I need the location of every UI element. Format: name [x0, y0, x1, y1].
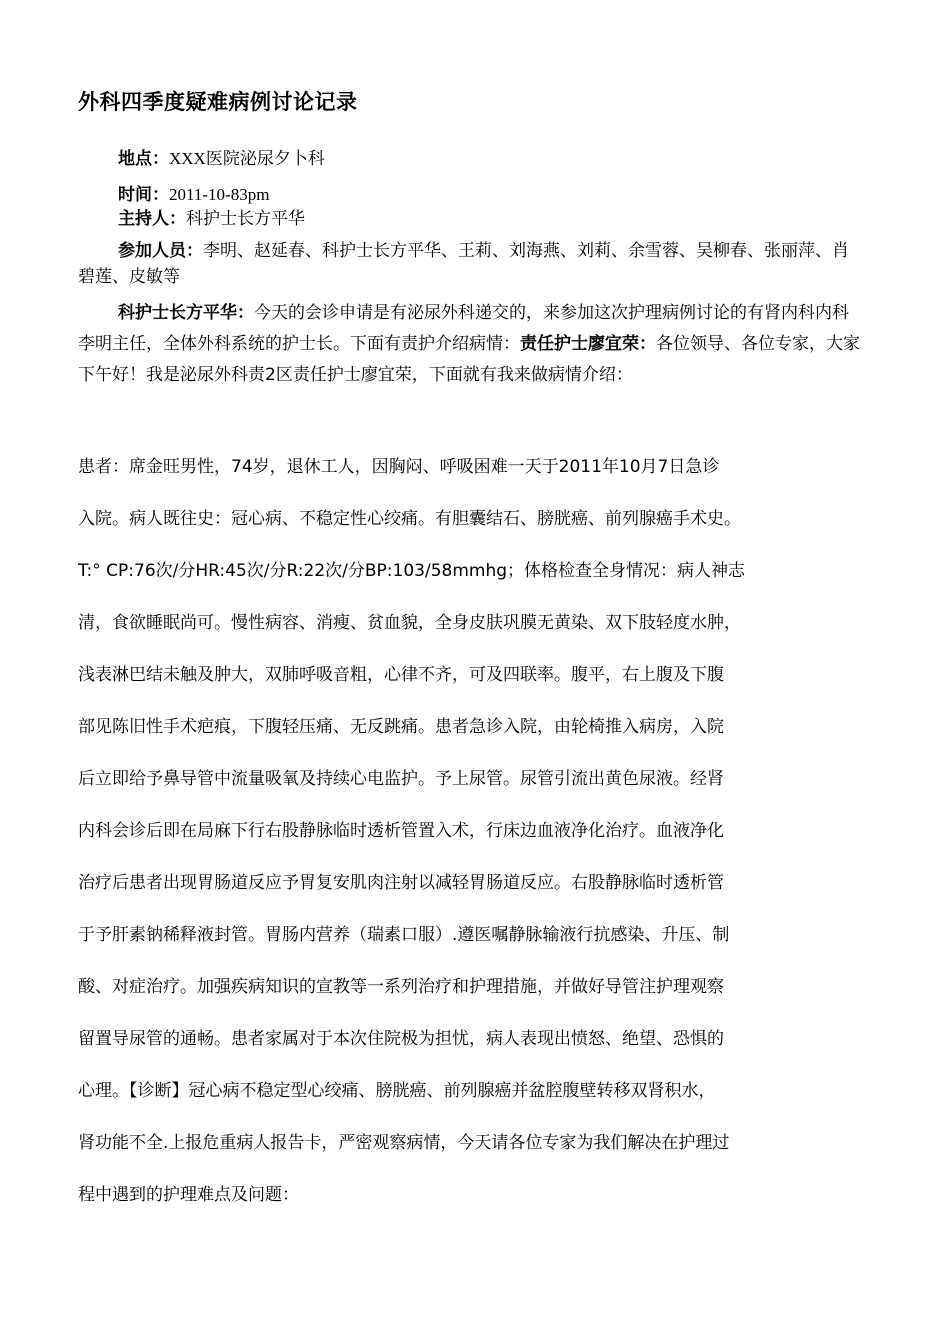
place-row: [78, 146, 862, 172]
speech-text-2: 各位领导、各位专家，大家下午好！我是泌尿外科责2区责任护士廖宜荣，下面就有我来做病情介绍：: [78, 334, 860, 385]
case-line: 于予肝素钠稀释液封管。胃肠内营养（瑞素口服）.遵医嘱静脉输液行抗感染、升压、制: [78, 925, 730, 945]
speech-text-1: 今天的会诊申请是有泌尿外科递交的，来参加这次护理病例讨论的有肾内科内科李明主任，全体外科系统的护士长。下面有责护介绍病情：: [78, 303, 849, 354]
document-title: 外科四季度疑难病例讨论记录: [78, 90, 358, 114]
speaker-head-nurse: 科护士长方平华：: [118, 303, 254, 323]
case-line: 肾功能不全.上报危重病人报告卡，严密观察病情，今天请各位专家为我们解决在护理过: [78, 1133, 730, 1153]
host-value: 科护士长方平华: [186, 209, 305, 229]
case-line: 部见陈旧性手术疤痕，下腹轻压痛、无反跳痛。患者急诊入院，由轮椅推入病房，入院: [78, 717, 724, 737]
attendees-label: 参加人员：: [118, 241, 203, 261]
case-line: 后立即给予鼻导管中流量吸氧及持续心电监护。予上尿管。尿管引流出黄色尿液。经肾: [78, 769, 724, 789]
time-row: [78, 182, 862, 208]
case-line: 心理。【诊断】冠心病不稳定型心绞痛、膀胱癌、前列腺癌并盆腔腹壁转移双肾积水，: [78, 1081, 716, 1101]
case-line: 治疗后患者出现胃肠道反应予胃复安肌肉注射以减轻胃肠道反应。右股静脉临时透析管: [78, 873, 724, 893]
case-line: 患者：席金旺男性，74岁，退休工人，因胸闷、呼吸困难一天于2011年10月7日急诊: [78, 457, 720, 477]
case-line: 酸、对症治疗。加强疾病知识的宣教等一系列治疗和护理措施，并做好导管注护理观察: [78, 977, 724, 997]
case-line: 清，食欲睡眠尚可。慢性病容、消瘦、贫血貌，全身皮肤巩膜无黄染、双下肢轻度水肿，: [78, 613, 741, 633]
case-line: T:° CP:76次/分HR:45次/分R:22次/分BP:103/58mmhg；体格检查全身情况：病人神志: [78, 561, 746, 581]
host-row: [78, 206, 862, 232]
case-line: 内科会诊后即在局麻下行右股静脉临时透析管置入术，行床边血液净化治疗。血液净化: [78, 821, 724, 841]
place-value: XXX医院泌尿夕卜科: [169, 149, 325, 168]
case-line: 浅表淋巴结未触及肿大，双肺呼吸音粗，心律不齐，可及四联率。腹平，右上腹及下腹: [78, 665, 724, 685]
time-label: 时间：: [118, 185, 169, 205]
place-label: 地点：: [118, 149, 169, 169]
attendees-value: 李明、赵延春、科护士长方平华、王莉、刘海燕、刘莉、余雪蓉、吴柳春、张丽萍、肖碧莲、皮敏等: [78, 241, 849, 287]
attendees-row: [78, 238, 862, 290]
host-label: 主持人：: [118, 209, 186, 229]
speaker-duty-nurse: 责任护士廖宜荣：: [520, 334, 656, 354]
case-line: 留置导尿管的通畅。患者家属对于本次住院极为担忧，病人表现出愤怒、绝望、恐惧的: [78, 1029, 724, 1049]
speech-paragraph: [78, 298, 862, 391]
time-value: 2011-10-83pm: [169, 185, 270, 204]
case-line: 入院。病人既往史：冠心病、不稳定性心绞痛。有胆囊结石、膀胱癌、前列腺癌手术史。: [78, 509, 741, 529]
case-line: 程中遇到的护理难点及问题：: [78, 1185, 299, 1205]
